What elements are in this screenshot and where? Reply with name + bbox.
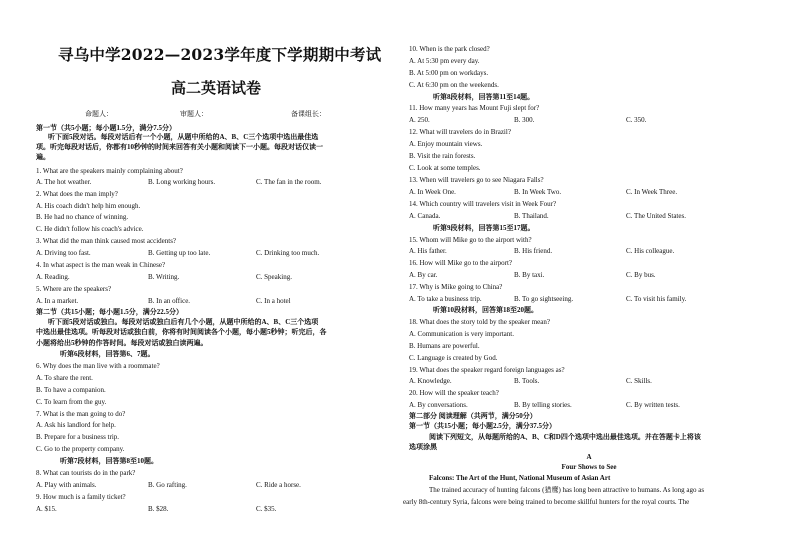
option-a[interactable]: A. $15. [36, 505, 57, 513]
option-a[interactable]: A. In a market. [36, 297, 79, 305]
question-17: 17. Why is Mike going to China? [409, 283, 503, 291]
section1-instr-2: 项。听完每段对话后，你都有10秒钟的时间来回答有关小题和阅读下一小题。每段对话仅读一 [36, 143, 323, 151]
option-b[interactable]: B. To go sightseeing. [514, 295, 574, 303]
option-b[interactable]: B. 300. [514, 116, 535, 124]
question-6: 6. Why does the man live with a roommate? [36, 362, 160, 370]
option-a[interactable]: A. To share the rent. [36, 374, 93, 382]
option-c[interactable]: C. At 6:30 pm on the weekends. [409, 81, 499, 89]
option-c[interactable]: C. To visit his family. [626, 295, 687, 303]
option-a[interactable]: A. Reading. [36, 273, 70, 281]
passage-letter: A [586, 453, 592, 461]
option-c[interactable]: C. By bus. [626, 271, 656, 279]
section2-instr-1: 听下面5段对话或独白。每段对话或独白后有几个小题，从题中所给的A、B、C三个选项 [48, 318, 319, 326]
option-b[interactable]: B. In Week Two. [514, 188, 562, 196]
staff-author: 命题人： [85, 110, 113, 118]
passage-title: Four Shows to See [561, 463, 617, 471]
option-b[interactable]: B. To have a companion. [36, 386, 106, 394]
section2-instr-2: 中选出最佳选项。听每段对话或独白前，你将有时间阅读各个小题，每小题5秒钟；听完后，各 [36, 328, 327, 336]
option-a[interactable]: A. Enjoy mountain views. [409, 140, 483, 148]
option-b[interactable]: B. Getting up too late. [148, 249, 211, 257]
option-c[interactable]: C. Language is created by God. [409, 354, 498, 362]
option-c[interactable]: C. The United States. [626, 212, 686, 220]
material-6-note: 听第6段材料，回答第6、7题。 [60, 350, 155, 358]
option-a[interactable]: A. In Week One. [409, 188, 456, 196]
option-b[interactable]: B. Writing. [148, 273, 180, 281]
exam-subtitle: 高二英语试卷 [171, 79, 262, 97]
option-b[interactable]: B. By taxi. [514, 271, 545, 279]
option-b[interactable]: B. In an office. [148, 297, 191, 305]
staff-reviewer: 审题人： [180, 110, 208, 118]
option-b[interactable]: B. Visit the rain forests. [409, 152, 476, 160]
option-a[interactable]: A. Play with animals. [36, 481, 97, 489]
question-7: 7. What is the man going to do? [36, 410, 126, 418]
option-c[interactable]: C. Drinking too much. [256, 249, 320, 257]
passage-line-2: early 8th-century Syria, falcons were being trained to become skillful hunters for the royal courts. The [403, 498, 690, 506]
material-7-note: 听第7段材料，回答第8至10题。 [60, 457, 158, 465]
question-5: 5. Where are the speakers? [36, 285, 112, 293]
section1-instr-3: 遍。 [36, 153, 50, 161]
option-b[interactable]: B. Thailand. [514, 212, 549, 220]
option-c[interactable]: C. $35. [256, 505, 277, 513]
option-a[interactable]: A. Driving too fast. [36, 249, 91, 257]
option-c[interactable]: C. His colleague. [626, 247, 675, 255]
option-c[interactable]: C. 350. [626, 116, 647, 124]
option-a[interactable]: A. Ask his landlord for help. [36, 421, 116, 429]
option-c[interactable]: C. In a hotel [256, 297, 291, 305]
passage-subtitle: Falcons: The Art of the Hunt, National Museum of Asian Art [429, 474, 611, 482]
option-a[interactable]: A. By car. [409, 271, 438, 279]
option-b[interactable]: B. He had no chance of winning. [36, 213, 129, 221]
question-12: 12. What will travelers do in Brazil? [409, 128, 511, 136]
option-a[interactable]: A. To take a business trip. [409, 295, 482, 303]
option-a[interactable]: A. By conversations. [409, 401, 468, 409]
question-2: 2. What does the man imply? [36, 190, 118, 198]
option-c[interactable]: C. Speaking. [256, 273, 292, 281]
option-b[interactable]: B. At 5:00 pm on workdays. [409, 69, 489, 77]
option-a[interactable]: A. The hot weather. [36, 178, 92, 186]
question-11: 11. How many years has Mount Fuji slept for? [409, 104, 540, 112]
question-9: 9. How much is a family ticket? [36, 493, 126, 501]
part2-instr-1: 阅读下列短文，从每题所给的A、B、C和D四个选项中选出最佳选项。并在答题卡上将该 [429, 433, 701, 441]
section2-instr-3: 小题将给出5秒钟的作答时间。每段对话或独白读两遍。 [36, 339, 208, 347]
section2-heading: 第二节（共15小题；每小题1.5分，满分22.5分） [36, 308, 183, 316]
option-c[interactable]: C. The fan in the room. [256, 178, 322, 186]
option-a[interactable]: A. Canada. [409, 212, 441, 220]
question-18: 18. What does the story told by the speaker mean? [409, 318, 550, 326]
option-c[interactable]: C. Ride a horse. [256, 481, 301, 489]
option-c[interactable]: C. Go to the property company. [36, 445, 125, 453]
question-14: 14. Which country will travelers visit in Week Four? [409, 200, 557, 208]
option-c[interactable]: C. He didn't follow his coach's advice. [36, 225, 144, 233]
part2-instr-2: 选项涂黑 [409, 443, 437, 451]
question-13: 13. When will travelers go to see Niagara Falls? [409, 176, 544, 184]
question-3: 3. What did the man think caused most accidents? [36, 237, 177, 245]
material-8-note: 听第8段材料，回答第11至14题。 [433, 93, 535, 101]
option-c[interactable]: C. In Week Three. [626, 188, 678, 196]
question-10: 10. When is the park closed? [409, 45, 490, 53]
question-1: 1. What are the speakers mainly complaining about? [36, 167, 183, 175]
option-a[interactable]: A. His father. [409, 247, 447, 255]
option-b[interactable]: B. His friend. [514, 247, 553, 255]
option-b[interactable]: B. By telling stories. [514, 401, 572, 409]
option-b[interactable]: B. $28. [148, 505, 169, 513]
question-16: 16. How will Mike go to the airport? [409, 259, 513, 267]
material-10-note: 听第10段材料，回答第18至20题。 [433, 306, 538, 314]
staff-leader: 备课组长： [291, 110, 326, 118]
question-20: 20. How will the speaker teach? [409, 389, 499, 397]
option-a[interactable]: A. Knowledge. [409, 377, 452, 385]
option-b[interactable]: B. Humans are powerful. [409, 342, 480, 350]
option-a[interactable]: A. His coach didn't help him enough. [36, 202, 141, 210]
option-b[interactable]: B. Prepare for a business trip. [36, 433, 120, 441]
option-b[interactable]: B. Long working hours. [148, 178, 216, 186]
section1-heading: 第一节（共5小题；每小题1.5分，满分7.5分） [36, 124, 176, 132]
option-c[interactable]: C. Look at some temples. [409, 164, 481, 172]
option-a[interactable]: A. Communication is very important. [409, 330, 514, 338]
option-b[interactable]: B. Go rafting. [148, 481, 187, 489]
question-4: 4. In what aspect is the man weak in Chinese? [36, 261, 166, 269]
part2-heading: 第二部分 阅读理解（共两节，满分50分） [409, 412, 537, 420]
option-b[interactable]: B. Tools. [514, 377, 540, 385]
question-19: 19. What does the speaker regard foreign languages as? [409, 366, 565, 374]
option-c[interactable]: C. By written tests. [626, 401, 680, 409]
passage-line-1: The trained accuracy of hunting falcons (猎鹰) has long been attractive to humans. As long ago as [429, 486, 705, 494]
material-9-note: 听第9段材料，回答第15至17题。 [433, 224, 535, 232]
exam-title: 寻乌中学2022—2023学年度下学期期中考试 [58, 45, 382, 64]
option-a[interactable]: A. 250. [409, 116, 430, 124]
option-c[interactable]: C. To learn from the guy. [36, 398, 107, 406]
option-c[interactable]: C. Skills. [626, 377, 652, 385]
question-8: 8. What can tourists do in the park? [36, 469, 136, 477]
option-a[interactable]: A. At 5:30 pm every day. [409, 57, 480, 65]
part2-section1-heading: 第一节（共15小题；每小题2.5分，满分37.5分） [409, 422, 556, 430]
section1-instr-1: 听下面5段对话。每段对话后有一个小题，从题中所给的A、B、C三个选项中选出最佳选 [48, 133, 319, 141]
question-15: 15. Whom will Mike go to the airport with? [409, 236, 532, 244]
